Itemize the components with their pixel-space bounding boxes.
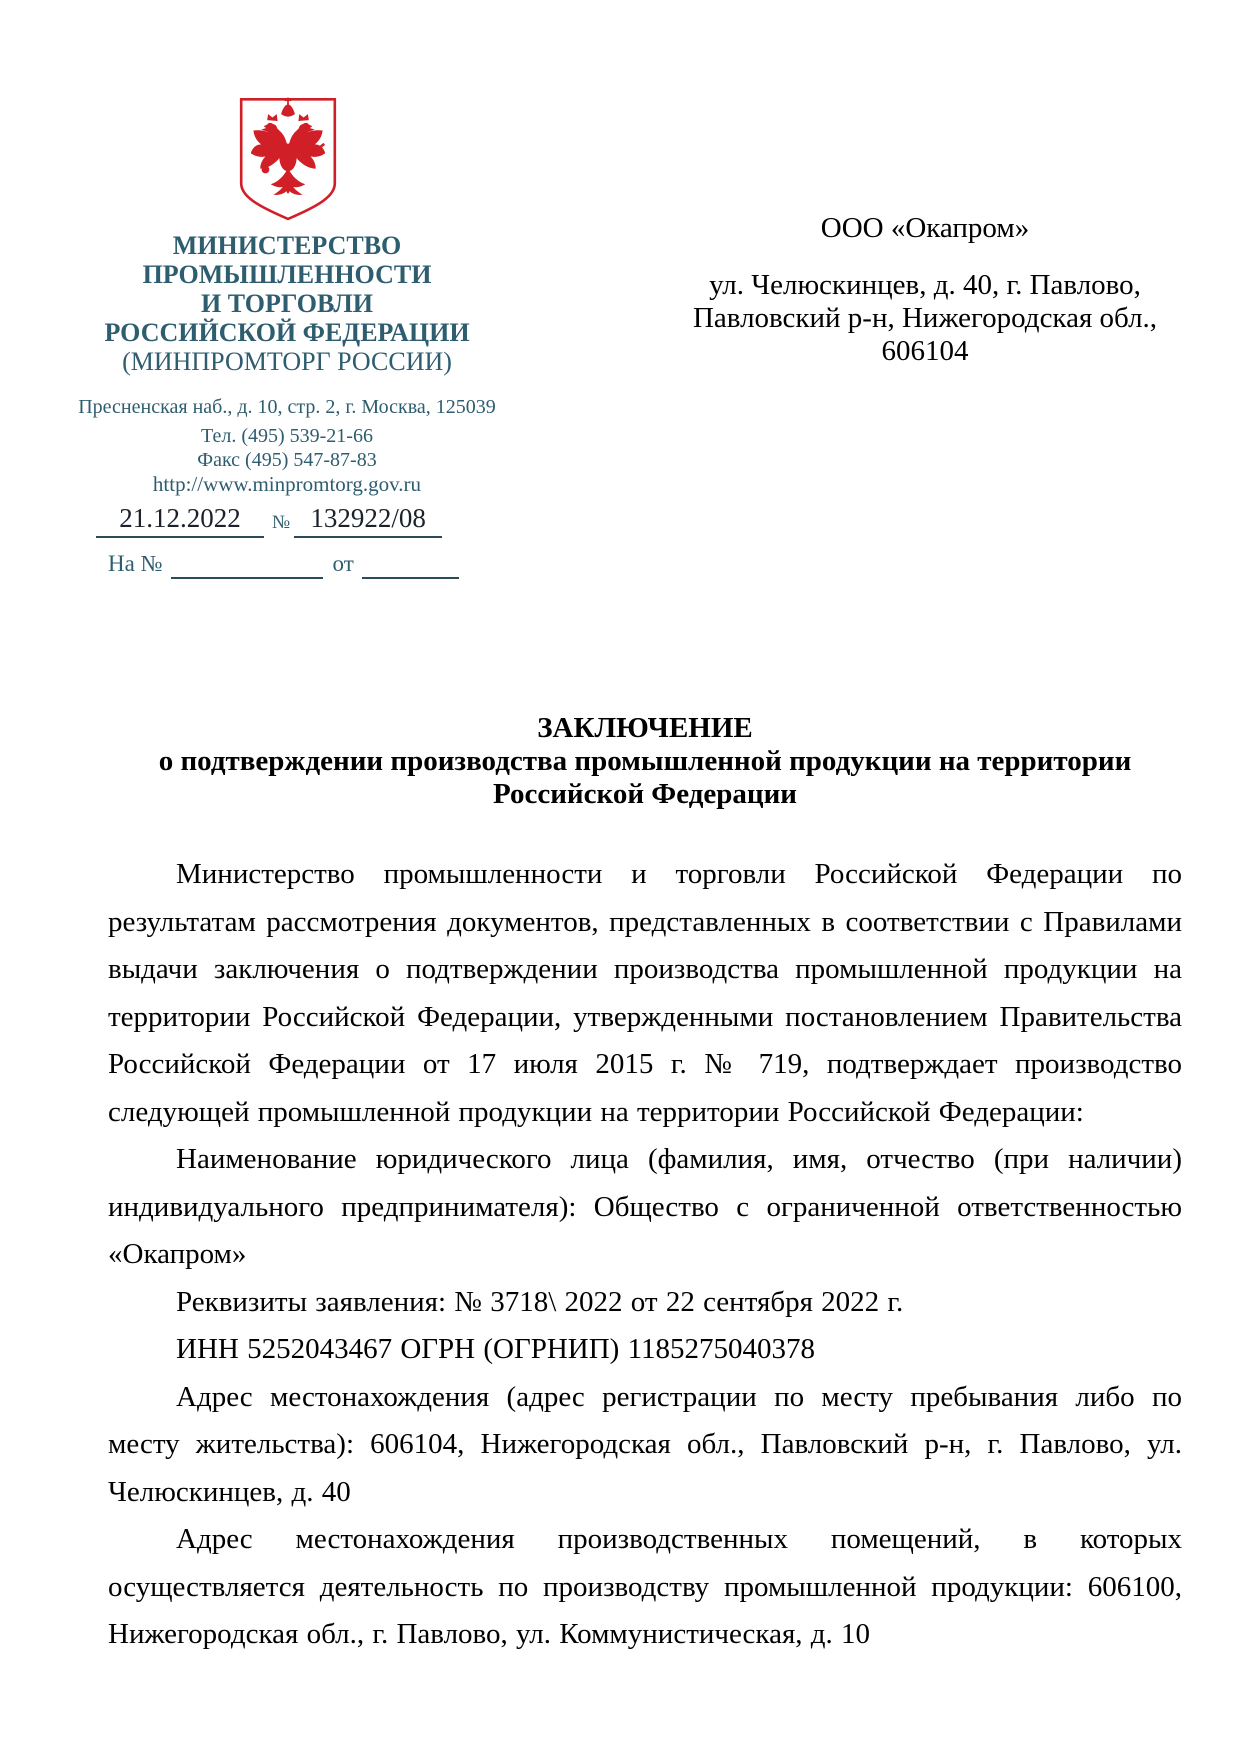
ref-number-label: На №	[108, 551, 163, 576]
ministry-name-line: И ТОРГОВЛИ	[201, 289, 373, 318]
recipient-address-line: 606104	[881, 335, 969, 367]
ministry-name-line: МИНИСТЕРСТВО	[172, 231, 402, 260]
ministry-postal-address: Пресненская наб., д. 10, стр. 2, г. Москва, 125039	[78, 396, 496, 418]
ministry-phone: Тел. (495) 539-21-66	[201, 425, 373, 447]
ministry-name-line: РОССИЙСКОЙ ФЕДЕРАЦИИ	[104, 318, 470, 347]
paragraph-application: Реквизиты заявления: № 3718\ 2022 от 22 сентября 2022 г.	[176, 1285, 904, 1318]
date-number-row	[96, 500, 496, 538]
reference-number-row	[108, 549, 508, 579]
document-title-line1: ЗАКЛЮЧЕНИЕ	[537, 712, 753, 744]
ref-date-label: от	[332, 551, 354, 576]
paragraph-registration-address: Адрес местонахождения (адрес регистрации по месту пребывания либо по месту жительства): 606104, Нижегородская обл., Павловский р-н, г. Павлово, ул. Челюскинцев, д. 40	[108, 1380, 1182, 1508]
paragraph-inn-ogrn: ИНН 5252043467 ОГРН (ОГРНИП) 1185275040378	[176, 1333, 816, 1365]
ref-date-blank-field	[362, 549, 459, 579]
document-title-line3: Российской Федерации	[492, 778, 797, 810]
number-sign: №	[272, 512, 291, 533]
paragraph-intro: Министерство промышленности и торговли Российской Федерации по результатам рассмотрения документов, представленных в соответствии с Правилами выдачи заключения о подтверждении производства промышленной продукции на территории Российской Федерации, утвержденными постановлением Правительства Российской Федерации от 17 июля 2015 г. № 719, подтверждает производство следующей промышленной продукции на территории Российской Федерации:	[108, 858, 1182, 1128]
recipient-block	[660, 212, 1190, 368]
document-text	[108, 851, 1182, 1659]
paragraph-legal-entity: Наименование юридического лица (фамилия, имя, отчество (при наличии) индивидуального предпринимателя): Общество с ограниченной ответственностью «Окапром»	[108, 1143, 1182, 1270]
recipient-name: ООО «Окапром»	[820, 212, 1030, 244]
paragraph-production-address: Адрес местонахождения производственных помещений, в которых осуществляется деятельность по производству промышленной продукции: 606100, Нижегородская обл., г. Павлово, ул. Коммунистическая, д. 10	[108, 1523, 1182, 1650]
russian-coat-of-arms-icon	[236, 94, 340, 226]
ministry-website: http://www.minpromtorg.gov.ru	[152, 472, 422, 496]
ref-number-blank-field	[171, 549, 323, 579]
ministry-name-line: ПРОМЫШЛЕННОСТИ	[142, 260, 432, 289]
document-title-line2: о подтверждении производства промышленной продукции на территории	[158, 745, 1132, 777]
recipient-address-line: ул. Челюскинцев, д. 40, г. Павлово,	[709, 269, 1141, 301]
ministry-fax: Факс (495) 547-87-83	[197, 449, 377, 471]
ministry-name	[87, 231, 487, 347]
recipient-address-line: Павловский р-н, Нижегородская обл.,	[692, 302, 1158, 334]
document-title	[108, 712, 1182, 811]
document-date-field: 21.12.2022	[96, 500, 264, 538]
ministry-short-name: (МИНПРОМТОРГ РОССИИ)	[122, 347, 452, 376]
document-main	[108, 712, 1182, 1659]
document-number-field: 132922/08	[294, 500, 442, 538]
